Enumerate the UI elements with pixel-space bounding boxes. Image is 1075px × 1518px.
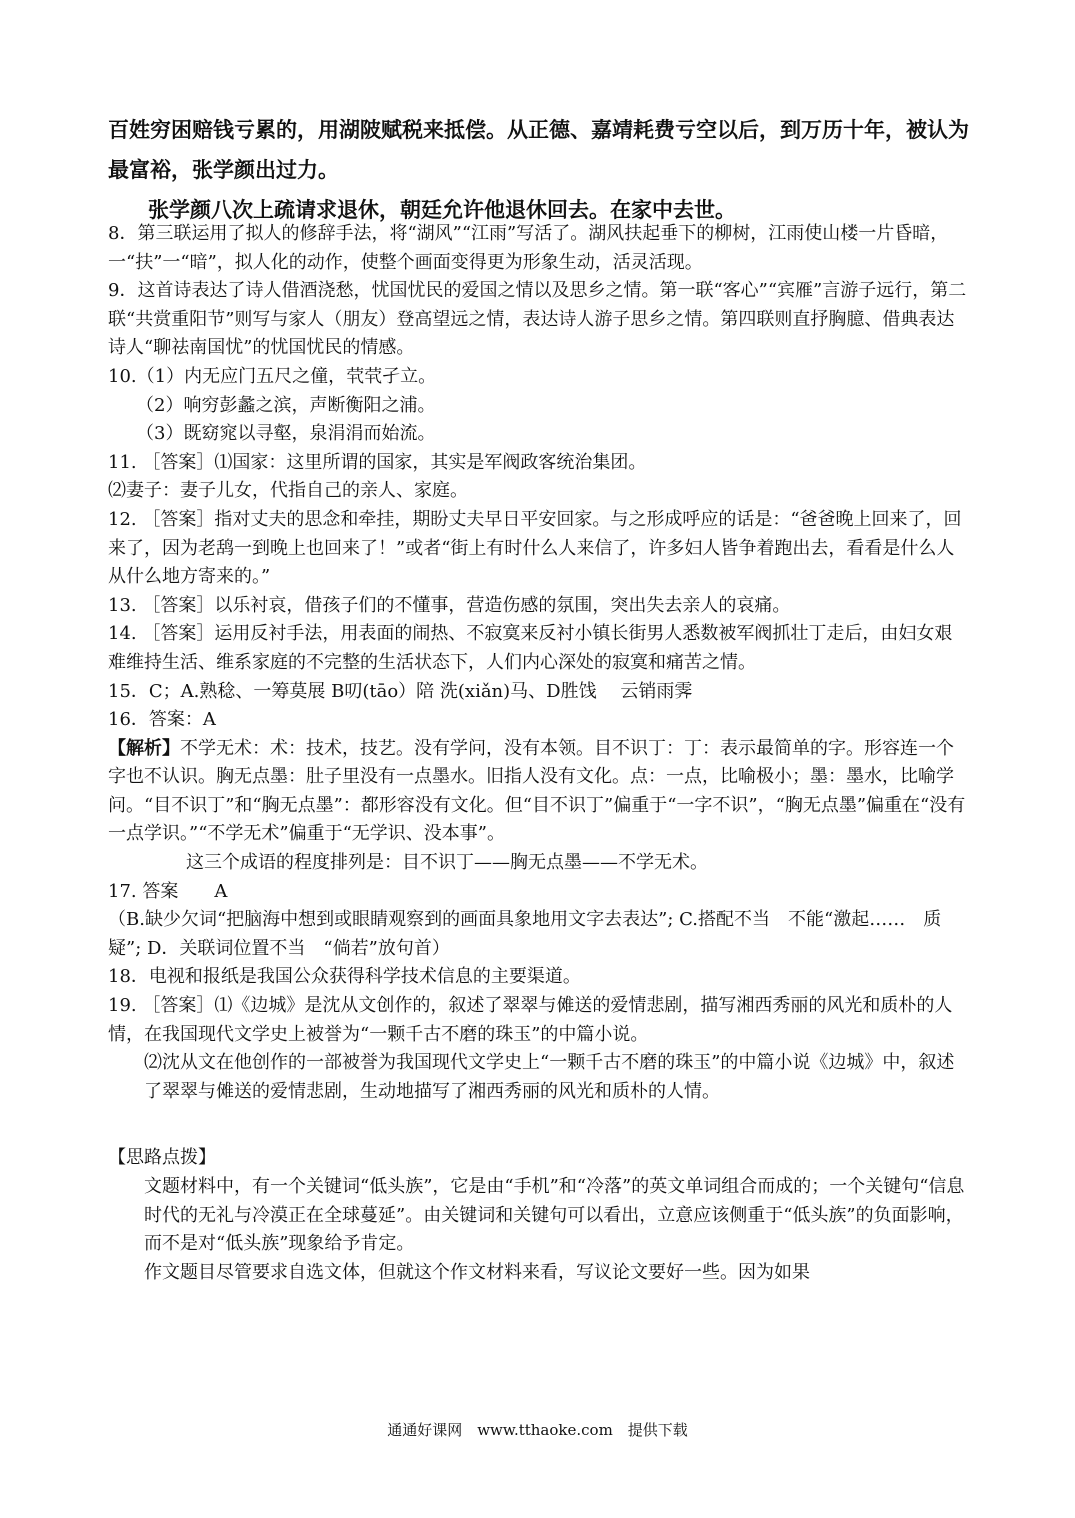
answer-17: 17. 答案 A: [108, 880, 228, 902]
tips-paragraph-1: 文题材料中，有一个关键词“低头族”，它是由“手机”和“冷落”的英文单词组合而成的；一个关键句“信息时代的无礼与冷漠正在全球蔓延”。由关键词和关键句可以看出，立意应该侧重于“低头族”的负面影响，而不是对“低头族”现象给予肯定。: [144, 1176, 965, 1255]
answer-16: 16．答案：A: [108, 709, 216, 731]
answer-11-2: ⑵妻子：妻子儿女，代指自己的亲人、家庭。: [108, 480, 468, 502]
answer-18: 18．电视和报纸是我国公众获得科学技术信息的主要渠道。: [108, 966, 581, 988]
answer-10-1: 10.（1）内无应门五尺之僮，茕茕孑立。: [108, 365, 437, 387]
section-gap: [108, 1106, 968, 1144]
translation-paragraph-1: 百姓穷困赔钱亏累的，用湖陂赋税来抵偿。从正德、嘉靖耗费亏空以后，到万历十年，被认为最富裕，张学颜出过力。: [108, 118, 969, 182]
answer-19-2: ⑵沈从文在他创作的一部被誉为我国现代文学史上“一颗千古不磨的珠玉”的中篇小说《边城》中，叙述了翠翠与傩送的爱情悲剧，生动地描写了湘西秀丽的风光和质朴的人情。: [144, 1052, 955, 1102]
answer-17-note: （B.缺少欠词“把脑海中想到或眼睛观察到的画面具象地用文字去表达”; C.搭配不当 不能“激起…… 质疑”; D．关联词位置不当 “倘若”放句首）: [108, 909, 942, 959]
answer-12: 12. ［答案］指对丈夫的思念和牵挂，期盼丈夫早日平安回家。与之形成呼应的话是：“爸爸晚上回来了，回来了，因为老鸹一到晚上也回来了！”或者“街上有时什么人来信了，许多妇人皆争着跑出去，看看是什么人从什么地方寄来的。”: [108, 508, 962, 588]
answer-10-3: （3）既窈窕以寻壑，泉涓涓而始流。: [136, 423, 436, 445]
tips-heading: 【思路点拨】: [108, 1147, 216, 1169]
page-footer: 通通好课网 www.tthaoke.com 提供下载: [387, 1421, 688, 1439]
analysis-label: 【解析】: [108, 737, 180, 759]
tips-paragraph-2: 作文题目尽管要求自选文体，但就这个作文材料来看，写议论文要好一些。因为如果: [144, 1261, 810, 1283]
answer-9: 9．这首诗表达了诗人借酒浇愁，忧国忧民的爱国之情以及思乡之情。第一联“客心”“宾雁”言游子远行，第二联“共赏重阳节”则写与家人（朋友）登高望远之情，表达诗人游子思乡之情。第四联则直抒胸臆、借典表达诗人“聊祛南国忧”的忧国忧民的情感。: [108, 280, 967, 359]
translation-paragraph-2: 张学颜八次上疏请求退休，朝廷允许他退休回去。在家中去世。: [148, 198, 736, 222]
answer-14: 14. ［答案］运用反衬手法，用表面的闹热、不寂寞来反衬小镇长街男人悉数被军阀抓壮丁走后，由妇女艰难维持生活、维系家庭的不完整的生活状态下，人们内心深处的寂寞和痛苦之情。: [108, 623, 953, 673]
answer-10-2: （2）响穷彭蠡之滨，声断衡阳之浦。: [136, 394, 436, 416]
answer-11-1: 11. ［答案］⑴国家：这里所谓的国家，其实是军阀政客统治集团。: [108, 451, 647, 473]
answer-8: 8．第三联运用了拟人的修辞手法，将“湖风”“江雨”写活了。湖风扶起垂下的柳树，江雨使山楼一片昏暗，一“扶”一“暗”，拟人化的动作，使整个画面变得更为形象生动，活灵活现。: [108, 223, 949, 273]
answer-19-1: 19. ［答案］⑴《边城》是沈从文创作的，叙述了翠翠与傩送的爱情悲剧，描写湘西秀丽的风光和质朴的人情，在我国现代文学史上被誉为“一颗千古不磨的珠玉”的中篇小说。: [108, 995, 953, 1045]
answer-15: 15．C；A.熟稔、一筹莫展 B叨(tāo）陪 洗(xiǎn)马、D胜饯 云销雨霁: [108, 680, 693, 702]
answer-16-analysis: [108, 735, 968, 849]
answer-16-order: 这三个成语的程度排列是：目不识丁——胸无点墨——不学无术。: [186, 852, 708, 874]
answer-body: [108, 220, 968, 1287]
analysis-text: 不学无术：术：技术，技艺。没有学问，没有本领。目不识丁：丁：表示最简单的字。形容连一个字也不认识。胸无点墨：肚子里没有一点墨水。旧指人没有文化。点：一点，比喻极小；墨：墨水，比喻学问。“目不识丁”和“胸无点墨”：都形容没有文化。但“目不识丁”偏重于“一字不识”，“胸无点墨”偏重在“没有一点学识。”“不学无术”偏重于“无学识、没本事”。: [108, 737, 966, 845]
answer-13: 13. ［答案］以乐衬哀，借孩子们的不懂事，营造伤感的氛围，突出失去亲人的哀痛。: [108, 594, 791, 616]
